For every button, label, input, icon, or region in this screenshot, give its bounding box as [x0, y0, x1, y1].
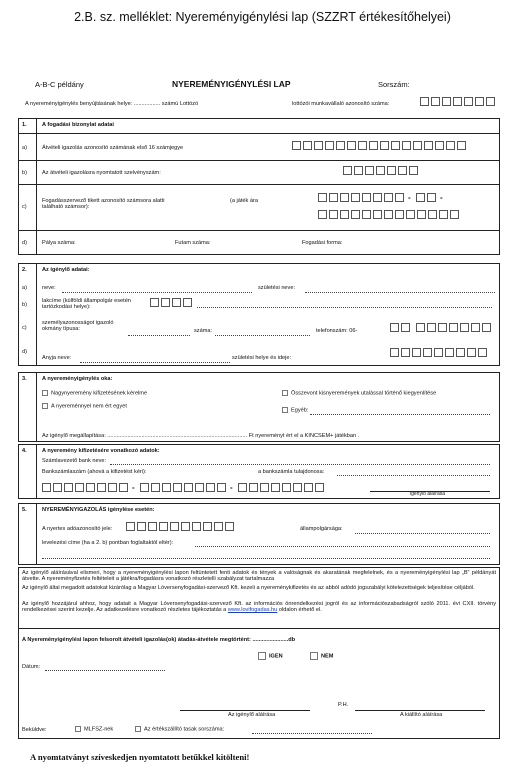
yes-option[interactable]: IGEN — [258, 652, 283, 660]
s2-letter-a: a) — [22, 285, 27, 291]
tax-id-cells[interactable] — [126, 522, 234, 531]
s2-label-a: neve: — [42, 285, 56, 291]
checkbox-icon — [75, 726, 81, 732]
s1-label-d: Pálya száma: — [42, 240, 76, 246]
s1-label-c: Fogadásszervező tikett azonosító számsora alatti található számsor): — [42, 198, 165, 211]
s2-title: Az igénylő adatai: — [42, 267, 90, 273]
s5-title: NYEREMÉNYIGAZOLÁS igénylése esetén: — [42, 507, 155, 513]
s1-letter-d: d) — [22, 240, 27, 246]
s1-right-d: Fogadási forma: — [302, 240, 343, 246]
slip-number-cells[interactable] — [343, 166, 418, 175]
s1-label-b: Az átvételi igazolásra nyomtatott szelvényszám: — [42, 170, 161, 176]
s4-num: 4. — [22, 448, 27, 454]
handover-text: A Nyereményigénylési lapon felsorolt átvételi igazolás(ok) átadás-átvétele megtörtént: .......................db — [22, 637, 296, 643]
s5-addr: levelezési címe (ha a 2. b) pontban foglaltaktól eltér): — [42, 540, 174, 546]
dealer-id-label: lottózói munkavállaló azonosító száma: — [292, 101, 390, 107]
s2-num: 2. — [22, 267, 27, 273]
s3-opt-1[interactable]: Nagynyeremény kifizetésének kérelme — [42, 390, 147, 397]
section-1 — [18, 118, 500, 255]
s5-tax: A nyertes adóazonosító jele: — [42, 526, 113, 532]
sent-label: Beküldve: — [22, 727, 47, 733]
date-label: Dátum: — [22, 664, 41, 670]
phone-cells[interactable] — [416, 323, 491, 332]
checkbox-icon — [310, 652, 318, 660]
s2-label-c: személyazonosságot igazoló okmány típusa: — [42, 320, 114, 333]
s2-mid-c: száma: — [194, 328, 213, 334]
checkbox-icon — [282, 407, 288, 413]
checkbox-icon — [282, 390, 288, 396]
tikett-cells-2[interactable] — [416, 193, 436, 202]
s4-bank: Számlavezető bank neve: — [42, 458, 107, 464]
s1-letter-c: c) — [22, 204, 27, 210]
account-cells-3[interactable] — [238, 483, 324, 492]
s2-right-a: születési neve: — [258, 285, 296, 291]
checkbox-icon — [42, 403, 48, 409]
s4-acct: Bankszámlaszám (ahová a kifizetést kéri): — [42, 469, 147, 475]
checkbox-icon — [42, 390, 48, 396]
s2-letter-b: b) — [22, 302, 27, 308]
dealer-id-cells[interactable] — [420, 97, 495, 106]
ph-label: P.H. — [338, 702, 349, 708]
no-option[interactable]: NEM — [310, 652, 333, 660]
s5-citizen: állampolgársága: — [300, 526, 343, 532]
s4-sign: igénylő aláírása — [410, 491, 446, 497]
account-cells-2[interactable] — [140, 483, 226, 492]
checkbox-icon — [135, 726, 141, 732]
serial-label: Sorszám: — [378, 80, 410, 89]
page-title: 2.B. sz. melléklet: Nyereményigénylési lap (SZZRT értékesítőhelyei) — [74, 10, 451, 24]
s2-right-d: születési helye és ideje: — [232, 355, 292, 361]
s4-owner: a bankszámla tulajdonosa: — [258, 469, 325, 475]
legal-text-2: Az igénylő által megadott adatokat kizárólag a Magyar Lóversenyfogadási-szervező Kft. kezeli a nyereménykifizetés és az abból adódó jogszabályi kötelezettségek teljesítése céljából. — [22, 585, 475, 591]
s1-letter-b: b) — [22, 170, 27, 176]
tikett-cells-3[interactable] — [318, 210, 459, 219]
s5-num: 5. — [22, 507, 27, 513]
s2-label-d: Anyja neve: — [42, 355, 72, 361]
sent-bag[interactable]: Az értékszállító tasak sorszáma: — [135, 726, 224, 733]
s4-title: A nyeremény kifizetésére vonatkozó adatok: — [42, 448, 160, 454]
s1-extra-c: (a játék ára — [230, 198, 258, 204]
s2-right-c: telefonszám: 06- — [316, 328, 358, 334]
tikett-cells-1[interactable] — [318, 193, 404, 202]
zip-cells[interactable] — [150, 298, 192, 307]
s2-letter-c: c) — [22, 325, 27, 331]
s3-claim: Az igénylő megállapítása: .......................................................................................... Ft nyereményt ért el a KINCSEM+ játékban . — [42, 433, 360, 439]
form-title: NYEREMÉNYIGÉNYLÉSI LAP — [172, 79, 291, 89]
account-cells-1[interactable] — [42, 483, 128, 492]
s2-label-b: lakcíme (külföldi állampolgár esetén tartózkodási helye): — [42, 298, 131, 311]
sent-mlfsz[interactable]: MLFSZ-nek — [75, 726, 113, 733]
legal-text-3: Az igénylő hozzájárul ahhoz, hogy adatait a Magyar Lóversenyfogadási-szervező Kft. az információs önrendelkezési jogról és az információszabadságról szóló 2011. évi CXII. törvény rendelkezései szerint kezelje. Az adatkezelésre vonatkozó részletes tájékoztatás a www.lovifogadas.hu oldalon érhető el. — [22, 601, 496, 614]
submission-place: A nyereményigénylés benyújtásának helye: ................. számú Lottózó — [25, 101, 199, 107]
s3-title: A nyereményigénylés oka: — [42, 376, 113, 382]
s3-num: 3. — [22, 376, 27, 382]
s1-label-a: Átvételi igazolás azonosító számának első 16 számjegye — [42, 145, 184, 151]
s3-opt-3[interactable]: Összevont kisnyeremények utalással történő kiegyenlítése — [282, 390, 436, 397]
footer-note: A nyomtatványt szíveskedjen nyomtatott betűkkel kitölteni! — [30, 752, 250, 762]
s3-opt-2[interactable]: A nyereménnyel nem ért egyet — [42, 403, 127, 410]
s1-letter-a: a) — [22, 145, 27, 151]
issuer-sign: A kiállító aláírása — [400, 712, 443, 718]
s1-title: A fogadási bizonylat adatai — [42, 122, 114, 128]
copy-label: A-B-C példány — [35, 80, 84, 89]
s2-letter-d: d) — [22, 349, 27, 355]
legal-text-1: Az igénylő aláírásával elismeri, hogy a nyereményigénylési lapon feltüntetett fenti adatok és tények a valóságnak és akaratának megfelelnek, és a nyereményigénylési lap „B” példányát átvette. A nyereményfizetés feltételeit a játékra/fogadásra vonatkozó részletelli szabályzat tartalmazza — [22, 570, 496, 583]
checkbox-icon — [258, 652, 266, 660]
s1-num: 1. — [22, 122, 27, 128]
ticket-id-cells[interactable] — [292, 141, 466, 150]
phone-prefix-cells[interactable] — [390, 323, 410, 332]
s3-opt-4[interactable]: Egyéb: — [282, 407, 308, 414]
s1-mid-d: Futam száma: — [175, 240, 211, 246]
birth-date-cells[interactable] — [390, 348, 487, 357]
website-link[interactable]: www.lovifogadas.hu — [227, 607, 278, 614]
applicant-sign: Az igénylő aláírása — [228, 712, 276, 718]
